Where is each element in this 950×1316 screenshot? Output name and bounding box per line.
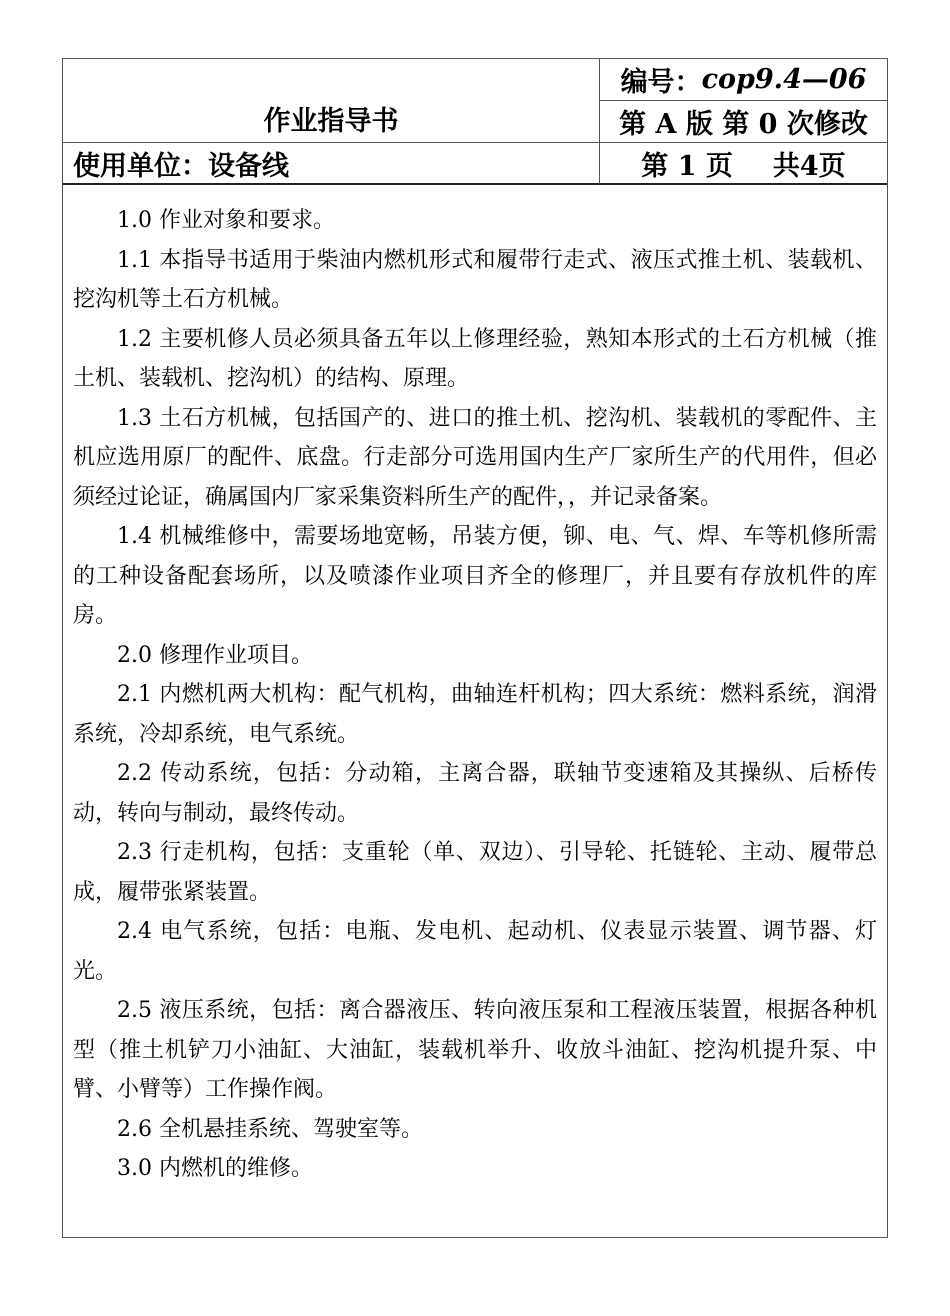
doc-version: 第 A 版 第 0 次修改 — [600, 101, 887, 143]
paragraph: 2.5 液压系统，包括：离合器液压、转向液压泵和工程液压装置，根据各种机型（推土机铲刀小油缸、大油缸，装载机举升、收放斗油缸、挖沟机提升泵、中臂、小臂等）工作操作阀。 — [73, 998, 877, 1102]
doc-page-info — [600, 143, 887, 185]
paragraph: 2.4 电气系统，包括：电瓶、发电机、起动机、仪表显示装置、调节器、灯光。 — [73, 919, 877, 984]
paragraph: 2.2 传动系统，包括：分动箱，主离合器，联轴节变速箱及其操纵、后桥传动，转向与制动，最终传动。 — [73, 761, 877, 826]
document-frame — [62, 58, 888, 1238]
paragraph: 2.6 全机悬挂系统、驾驶室等。 — [117, 1116, 423, 1142]
header-table — [63, 59, 887, 185]
paragraph: 1.4 机械维修中，需要场地宽畅，吊装方便，铆、电、气、焊、车等机修所需的工种设备配套场所，以及喷漆作业项目齐全的修理厂，并且要有存放机件的库房。 — [73, 524, 877, 628]
paragraph: 1.0 作业对象和要求。 — [117, 208, 335, 233]
paragraph: 3.0 内燃机的维修。 — [117, 1156, 313, 1181]
paragraph: 2.0 修理作业项目。 — [117, 642, 313, 668]
page-current: 第 1 页 — [641, 150, 733, 182]
paragraph: 2.1 内燃机两大机构：配气机构，曲轴连杆机构；四大系统：燃料系统，润滑系统，冷却系统，电气系统。 — [73, 682, 877, 747]
paragraph: 1.2 主要机修人员必须具备五年以上修理经验，熟知本形式的土石方机械（推土机、装载机、挖沟机）的结构、原理。 — [73, 326, 877, 391]
paragraph: 1.3 土石方机械，包括国产的、进口的推土机、挖沟机、装载机的零配件、主机应选用原厂的配件、底盘。行走部分可选用国内生产厂家所生产的代用件，但必须经过论证，确属国内厂家采集资料所生产的配件，，并记录备案。 — [73, 405, 877, 510]
code-value: cop9.4—06 — [701, 64, 867, 95]
paragraph: 1.1 本指导书适用于柴油内燃机形式和履带行走式、液压式推土机、装载机、挖沟机等土石方机械。 — [73, 247, 877, 312]
doc-unit: 使用单位：设备线 — [63, 143, 600, 185]
document-body — [73, 201, 877, 1189]
doc-code — [600, 59, 887, 101]
code-label: 编号： — [620, 67, 702, 98]
doc-title: 作业指导书 — [63, 59, 600, 143]
page-total: 共4页 — [772, 150, 846, 182]
paragraph: 2.3 行走机构，包括：支重轮（单、双边）、引导轮、托链轮、主动、履带总成，履带张紧装置。 — [73, 840, 877, 905]
